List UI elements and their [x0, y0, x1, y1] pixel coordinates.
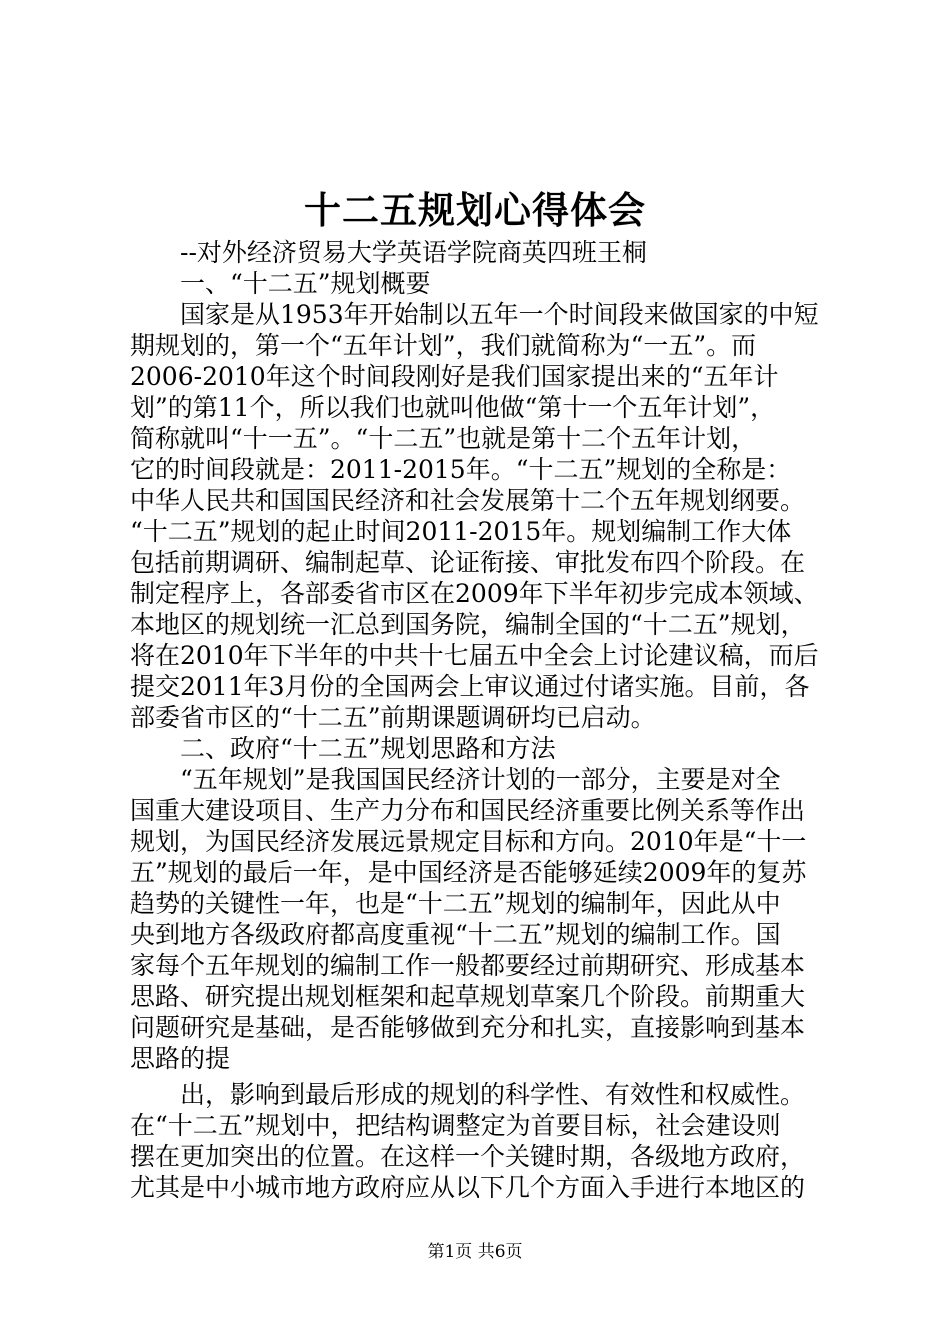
text-line: 2006-2010年这个时间段刚好是我们国家提出来的“五年计 [130, 362, 779, 391]
text-line: 在“十二五”规划中，把结构调整定为首要目标，社会建设则 [130, 1111, 781, 1140]
page-footer: 第1页 共6页 [427, 1242, 523, 1262]
text-line: 国重大建设项目、生产力分布和国民经济重要比例关系等作出 [130, 796, 806, 825]
text-line: 期规划的，第一个“五年计划”，我们就简称为“一五”。而 [130, 331, 757, 360]
text-line: 划”的第11个，所以我们也就叫他做“第十一个五年计划”， [130, 393, 776, 422]
text-line: 尤其是中小城市地方政府应从以下几个方面入手进行本地区的 [130, 1173, 806, 1202]
section-heading-1: 一、“十二五”规划概要 [180, 269, 431, 298]
text-line: 家每个五年规划的编制工作一般都要经过前期研究、形成基本 [130, 951, 806, 980]
text-line: “十二五”规划的起止时间2011-2015年。规划编制工作大体 [130, 517, 792, 546]
text-line: 国家是从1953年开始制以五年一个时间段来做国家的中短 [180, 300, 819, 329]
text-line: 部委省市区的“十二五”前期课题调研均已启动。 [130, 703, 656, 732]
text-line: 包括前期调研、编制起草、论证衔接、审批发布四个阶段。在 [130, 548, 806, 577]
text-line: 五”规划的最后一年，是中国经济是否能够延续2009年的复苏 [130, 858, 807, 887]
text-line: 提交2011年3月份的全国两会上审议通过付诸实施。目前，各 [130, 672, 810, 701]
text-line: 将在2010年下半年的中共十七届五中全会上讨论建议稿，而后 [130, 641, 819, 670]
section-heading-2: 二、政府“十二五”规划思路和方法 [180, 734, 556, 763]
text-line: 趋势的关键性一年，也是“十二五”规划的编制年，因此从中 [130, 889, 781, 918]
text-line: 思路、研究提出规划框架和起草规划草案几个阶段。前期重大 [130, 982, 806, 1011]
text-line: 它的时间段就是：2011-2015年。“十二五”规划的全称是： [130, 455, 792, 484]
author-line: --对外经济贸易大学英语学院商英四班王桐 [180, 238, 647, 267]
text-line: 出，影响到最后形成的规划的科学性、有效性和权威性。 [180, 1080, 806, 1109]
document-body [130, 237, 824, 1203]
text-line: 中华人民共和国国民经济和社会发展第十二个五年规划纲要。 [130, 486, 806, 515]
text-line: 规划，为国民经济发展远景规定目标和方向。2010年是“十一 [130, 827, 807, 856]
document-title: 十二五规划心得体会 [304, 188, 646, 232]
text-line: 问题研究是基础，是否能够做到充分和扎实，直接影响到基本 [130, 1013, 806, 1042]
text-line: “五年规划”是我国国民经济计划的一部分，主要是对全 [180, 765, 781, 794]
text-line: 央到地方各级政府都高度重视“十二五”规划的编制工作。国 [130, 920, 781, 949]
text-line: 制定程序上，各部委省市区在2009年下半年初步完成本领域、 [130, 579, 819, 608]
text-line: 思路的提 [130, 1044, 231, 1073]
text-line: 本地区的规划统一汇总到国务院，编制全国的“十二五”规划， [130, 610, 806, 639]
text-line: 简称就叫“十一五”。“十二五”也就是第十二个五年计划， [130, 424, 757, 453]
text-line: 摆在更加突出的位置。在这样一个关键时期，各级地方政府， [130, 1142, 806, 1171]
